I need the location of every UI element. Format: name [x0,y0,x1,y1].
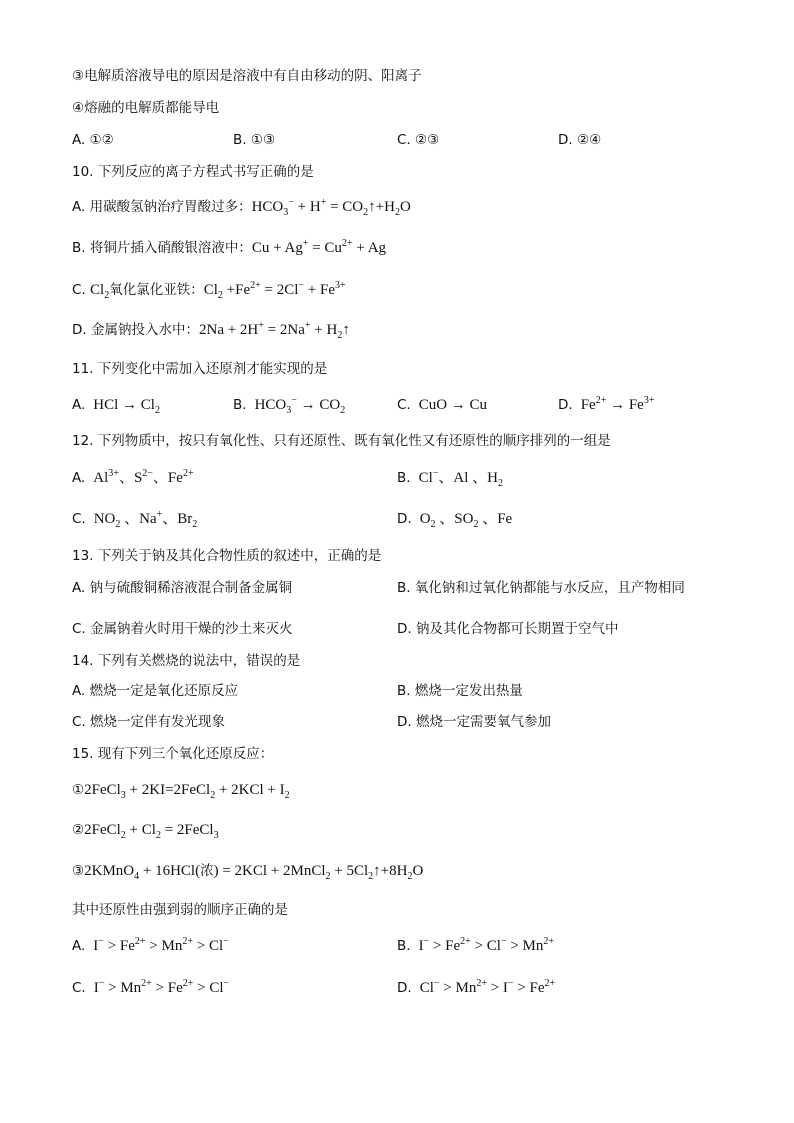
q12-option-b-label: B. [397,470,411,486]
q15-concentrated-label: 浓 [200,863,214,879]
q10-option-d-equation: $2Na + 2H^+ = 2Na^+ + H_2↑$ [198,320,350,341]
q14-stem: 14. 下列有关燃烧的说法中，错误的是 [72,653,301,669]
q11-option-b-formula: $HCO_3^- \to CO_2$ [254,395,346,416]
q11-option-b-label: B. [233,397,247,413]
statement-4: ④熔融的电解质都能导电 [72,100,220,116]
q10-option-c [72,280,346,300]
q12-option-d-formula: $O_2$ 、$SO_2$ 、Fe [419,511,513,530]
q13-option-b: B. 氧化钠和过氧化钠都能与水反应，且产物相同 [397,580,685,596]
q15-reaction-2-marker: ② [72,822,85,838]
q9-option-c: C. ②③ [397,132,440,148]
q9-option-a: A. ①② [72,132,114,148]
q12-option-d-label: D. [397,511,412,527]
q12-option-a-formula: $Al^{3+}$、$S^{2-}$、$Fe^{2+}$ [93,468,194,486]
q10-option-a-text: A. 用碳酸氢钠治疗胃酸过多： [72,199,252,215]
q10-option-c-text: 氧化氯化亚铁： [109,282,204,298]
q15-option-c-label: C. [72,980,86,996]
q14-option-d: D. 燃烧一定需要氧气参加 [397,714,551,730]
q11-option-d-label: D. [558,397,573,413]
q10-option-a [72,197,411,217]
q12-option-a-label: A. [72,470,86,486]
q15-reaction-3-equation: 2KMnO$_4$ + 16HCl(浓) = 2KCl + 2MnCl$_2$ + $5Cl_2↑+8H_2O$ [84,863,424,882]
q15-reaction-1-equation: 2FeCl$_3$ + 2KI=2FeCl$_2$ + $2KCl + I_2$ [84,782,290,801]
q12-option-c-label: C. [72,511,86,527]
q13-option-c: C. 金属钠着火时用干燥的沙土来灭火 [72,621,293,637]
statement-3: ③电解质溶液导电的原因是溶液中有自由移动的阴、阳离子 [72,68,422,84]
q10-option-b [72,238,386,258]
q15-reaction-2-equation: 2FeCl$_2$ + $Cl_2$ = 2FeCl$_3$ [84,822,219,841]
q12-option-d [397,509,512,529]
q14-option-a: A. 燃烧一定是氧化还原反应 [72,683,239,699]
q9-option-d: D. ②④ [558,132,602,148]
q13-stem: 13. 下列关于钠及其化合物性质的叙述中，正确的是 [72,548,382,564]
q15-reaction-1 [72,780,290,800]
q10-option-d [72,320,350,340]
q15-option-b-label: B. [397,938,411,954]
q13-option-a: A. 钠与硫酸铜稀溶液混合制备金属铜 [72,580,293,596]
q11-option-c [397,395,487,415]
q15-reaction-3 [72,861,423,881]
q14-option-c: C. 燃烧一定伴有发光现象 [72,714,226,730]
q15-option-c [72,978,229,998]
q15-reaction-3-marker: ③ [72,863,85,879]
q11-option-a-formula: HCl → $Cl_2$ [93,397,160,416]
q12-stem: 12. 下列物质中，按只有氧化性、只有还原性、既有氧化性又有还原性的顺序排列的一组是 [72,433,611,449]
q15-question: 其中还原性由强到弱的顺序正确的是 [72,902,288,918]
q12-option-b [397,468,503,488]
q10-option-c-equation: $Cl_2 +Fe^{2+} = 2Cl^- + Fe^{3+}$ [203,280,346,301]
q14-option-b: B. 燃烧一定发出热量 [397,683,523,699]
q15-option-a-label: A. [72,938,86,954]
q10-option-b-text: B. 将铜片插入硝酸银溶液中： [72,240,252,256]
q15-option-d [397,978,555,998]
q15-stem: 15. 现有下列三个氧化还原反应： [72,746,274,762]
q15-option-a-formula: $I^- > Fe^{2+} > Mn^{2+} > Cl^-$ [93,936,229,954]
q11-option-a-label: A. [72,397,86,413]
q11-option-a [72,395,160,415]
q11-stem: 11. 下列变化中需加入还原剂才能实现的是 [72,361,328,377]
q15-reaction-1-marker: ① [72,782,85,798]
q15-option-c-formula: $I^- > Mn^{2+} > Fe^{2+} > Cl^-$ [93,978,230,996]
q11-option-d [558,395,654,415]
q10-option-d-text: D. 金属钠投入水中： [72,322,199,338]
q12-option-c [72,509,197,529]
q10-stem: 10. 下列反应的离子方程式书写正确的是 [72,164,314,180]
q15-option-b [397,936,554,956]
q15-option-a [72,936,229,956]
q11-option-d-formula: $Fe^{2+} \to Fe^{3+}$ [580,395,655,413]
q15-option-b-formula: $I^- > Fe^{2+} > Cl^- > Mn^{2+}$ [418,936,555,954]
q10-option-b-equation: $Cu + Ag^+ = Cu^{2+} + Ag$ [251,238,387,256]
q10-option-c-label: C. [72,282,86,298]
q11-option-c-formula: CuO → Cu [418,397,488,413]
q10-option-a-equation: $HCO_3^- + H^+$ = $CO_2↑+H_2O$ [251,197,411,218]
q13-option-d: D. 钠及其化合物都可长期置于空气中 [397,621,619,637]
q15-option-d-label: D. [397,980,412,996]
q12-option-c-formula: $NO_2$ 、Na+、$Br_2$ [93,509,198,530]
q12-option-b-formula: Cl−、Al 、$H_2$ [418,468,503,489]
q11-option-b [233,395,345,415]
q9-option-b: B. ①③ [233,132,276,148]
q15-option-d-formula: $Cl^- > Mn^{2+} > I^- > Fe^{2+}$ [419,978,556,996]
q15-reaction-2 [72,820,219,840]
q12-option-a [72,468,194,488]
q11-option-c-label: C. [397,397,411,413]
q10-option-c-species: $Cl_2$ [90,282,110,301]
